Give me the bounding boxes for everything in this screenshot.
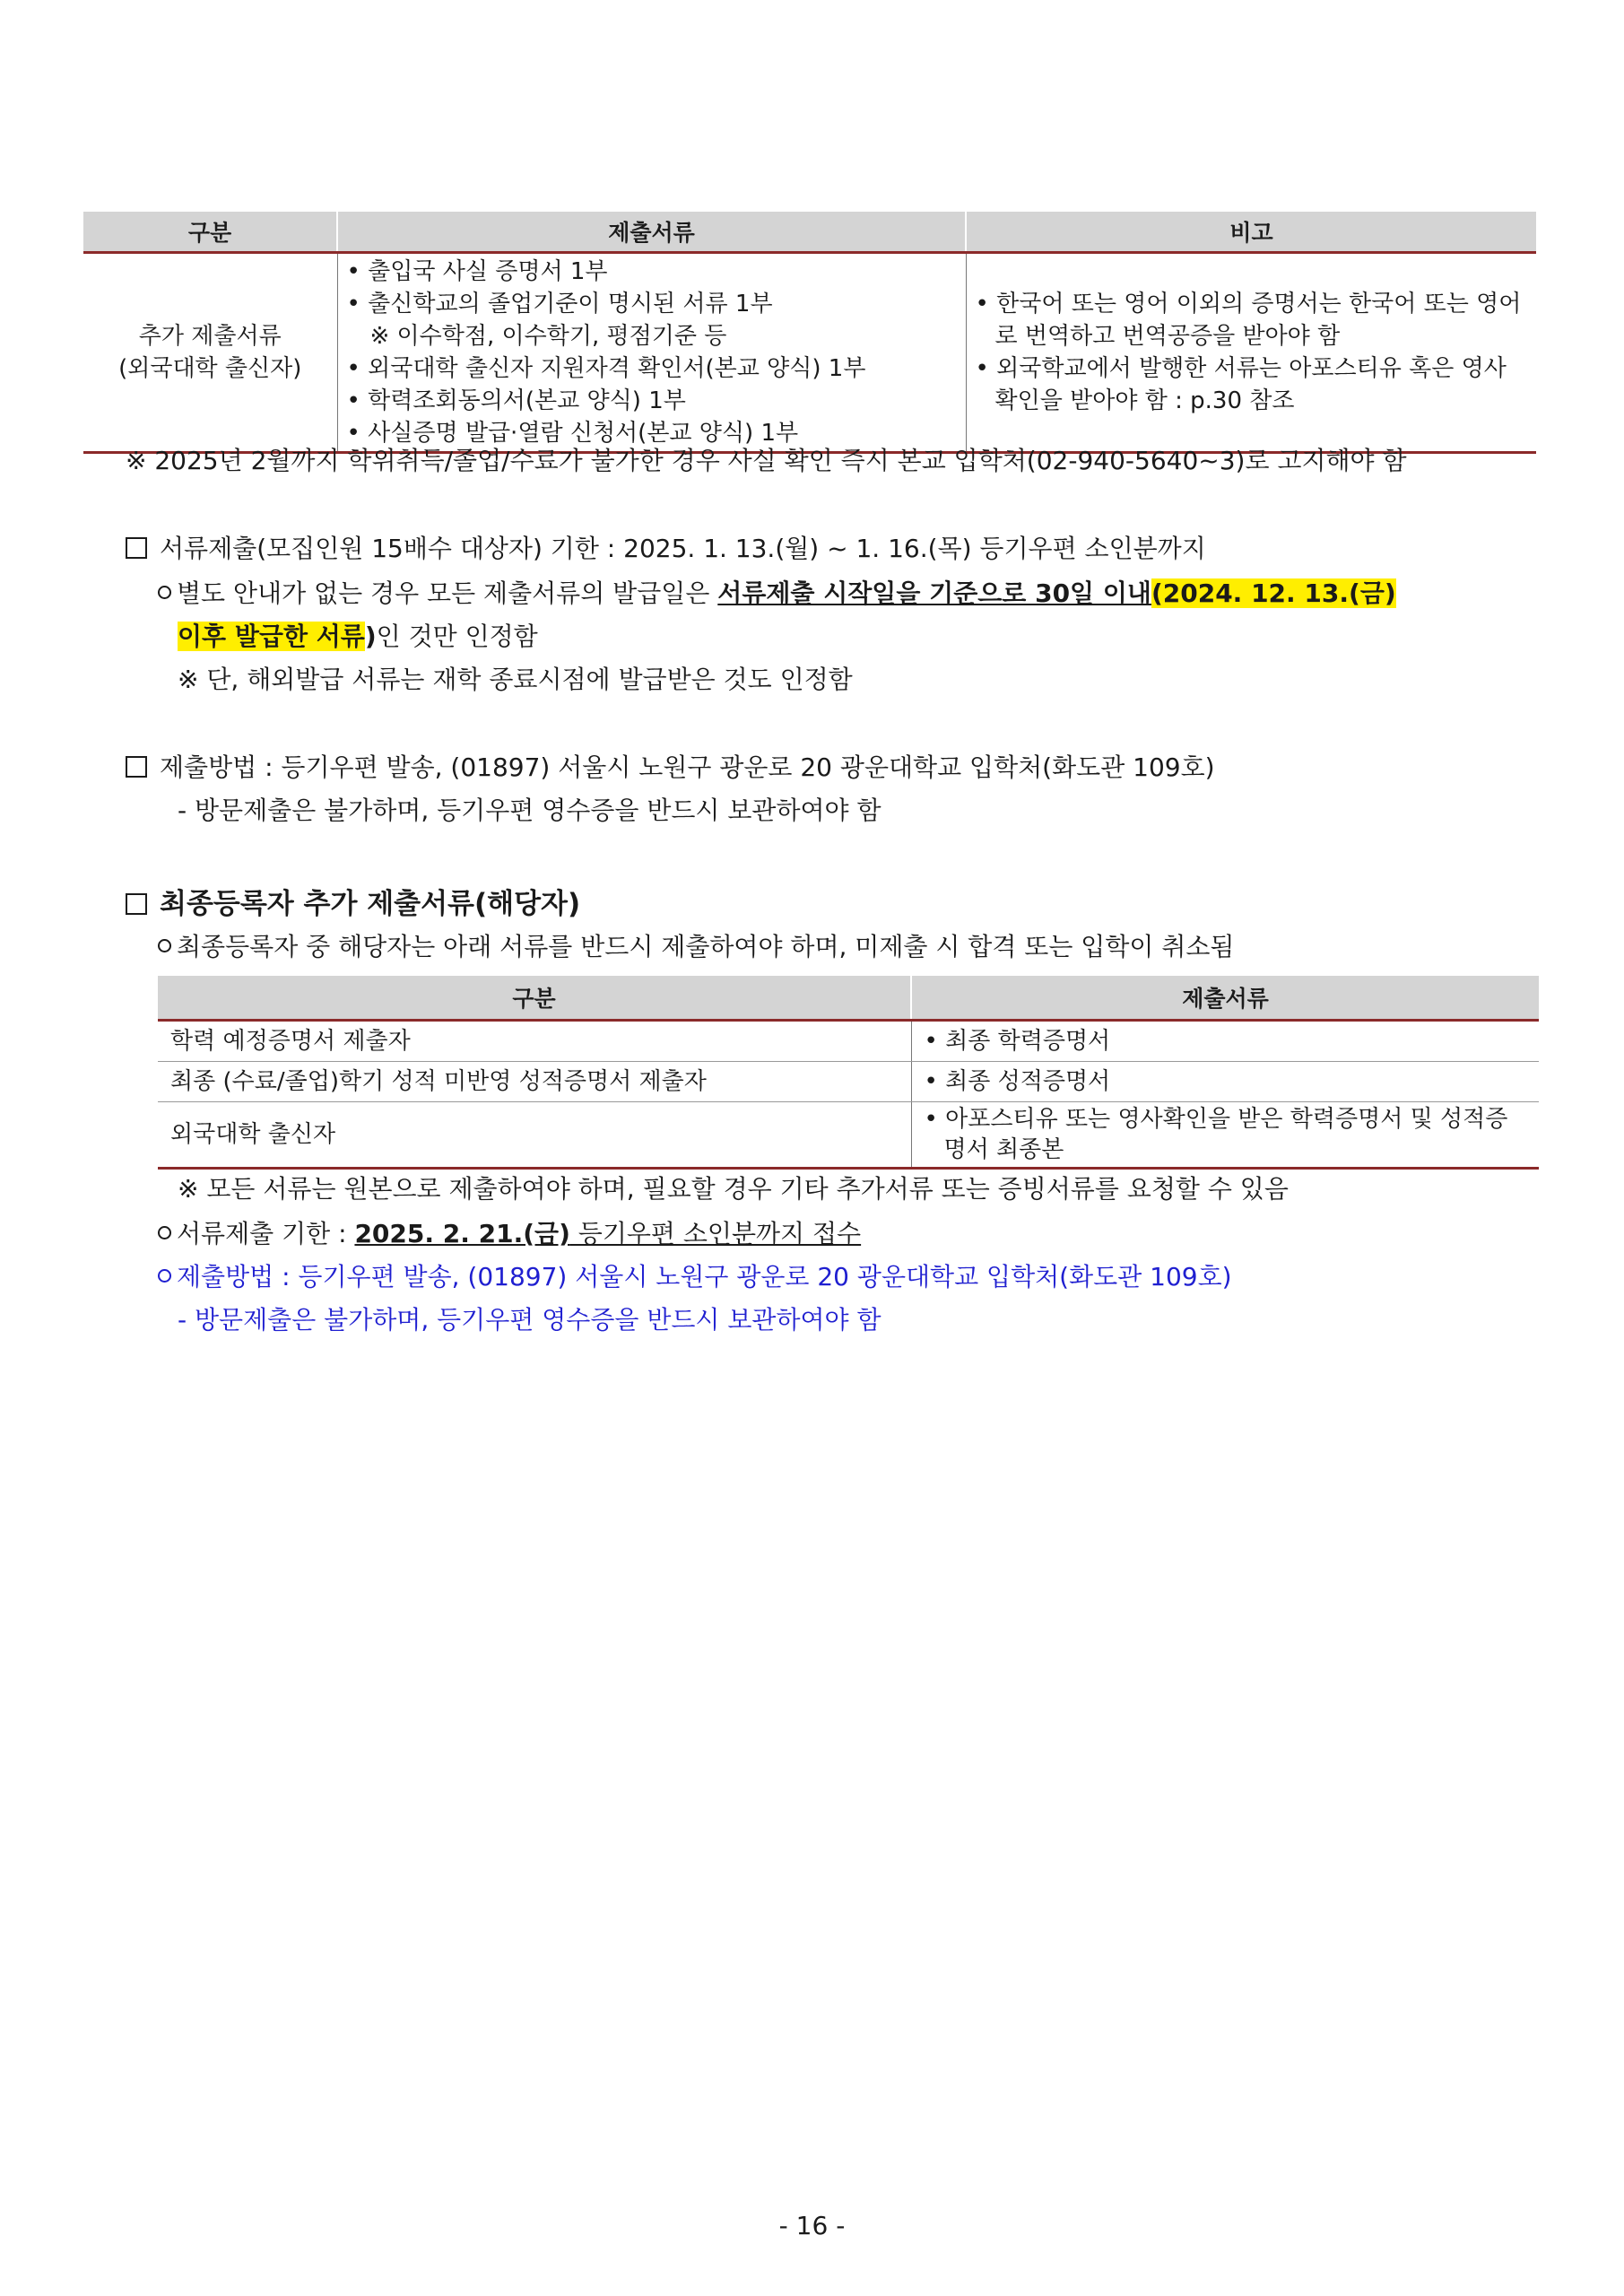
document-cell	[911, 1102, 1539, 1169]
issue-date-rule-cont	[178, 617, 538, 653]
header-category: 구분	[158, 976, 911, 1021]
method-text: 제출방법 : 등기우편 발송, (01897) 서울시 노원구 광운로 20 광운대학교 입학처(화도관 109호)	[177, 1262, 1232, 1292]
document-item: • 출신학교의 졸업기준이 명시된 서류 1부	[346, 291, 773, 317]
rule-paren: )	[364, 622, 377, 651]
table-row	[158, 1062, 1539, 1102]
header-remarks: 비고	[966, 212, 1536, 253]
document-subnote: ※ 이수학점, 이수학기, 평점기준 등	[369, 323, 727, 350]
deadline-suffix: 등기우편 소인분까지 접수	[569, 1219, 862, 1248]
final-documents-table	[158, 976, 1539, 1170]
header-documents: 제출서류	[337, 212, 966, 253]
document-item: • 출입국 사실 증명서 1부	[346, 258, 608, 285]
visit-not-allowed-note: - 방문제출은 불가하며, 등기우편 영수증을 반드시 보관하여야 함	[178, 796, 881, 825]
circle-bullet-icon	[158, 1226, 171, 1239]
table-row	[158, 1102, 1539, 1169]
remark-item: • 외국학교에서 발행한 서류는 아포스티유 혹은 영사확인을 받아야 함 : p.30 참조	[975, 355, 1507, 414]
rule-emphasis: 서류제출 시작일을 기준으로 30일 이내	[717, 578, 1151, 608]
final-registrant-heading	[126, 881, 580, 921]
checkbox-square-icon	[126, 893, 147, 915]
documents-cell	[337, 253, 966, 453]
table-header-row	[158, 976, 1539, 1021]
rule-text: 인 것만 인정함	[376, 622, 538, 651]
final-registrant-rule	[158, 927, 1234, 963]
circle-bullet-icon	[158, 939, 171, 952]
table-row	[158, 1021, 1539, 1062]
category-cell: 외국대학 출신자	[158, 1102, 911, 1169]
document-item: • 외국대학 출신자 지원자격 확인서(본교 양식) 1부	[346, 355, 866, 382]
header-category: 구분	[83, 212, 337, 253]
heading-text: 서류제출(모집인원 15배수 대상자) 기한 : 2025. 1. 13.(월) ~ 1. 16.(목) 등기우편 소인분까지	[160, 534, 1206, 563]
overseas-note: ※ 단, 해외발급 서류는 재학 종료시점에 발급받은 것도 인정함	[178, 665, 853, 694]
header-documents: 제출서류	[911, 976, 1539, 1021]
submission-deadline-heading	[126, 529, 1206, 565]
remarks-cell	[966, 253, 1536, 453]
remark-item: • 한국어 또는 영어 이외의 증명서는 한국어 또는 영어로 번역하고 번역공증을 받아야 함	[975, 291, 1522, 350]
table-row	[83, 253, 1536, 453]
document-cell: • 최종 성적증명서	[911, 1062, 1539, 1102]
graduation-notice: ※ 2025년 2월까지 학위취득/졸업/수료가 불가한 경우 사실 확인 즉시 본교 입학처(02-940-5640~3)로 고지해야 함	[126, 446, 1407, 475]
checkbox-square-icon	[126, 756, 147, 778]
rule-highlight: 이후 발급한 서류	[178, 622, 365, 651]
final-submission-method	[158, 1257, 1232, 1293]
heading-text: 최종등록자 추가 제출서류(해당자)	[160, 888, 581, 920]
circle-bullet-icon	[158, 1269, 171, 1283]
rule-highlight: (2024. 12. 13.(금)	[1151, 578, 1396, 608]
final-visit-note: - 방문제출은 불가하며, 등기우편 영수증을 반드시 보관하여야 함	[178, 1305, 881, 1335]
document-cell: • 최종 학력증명서	[911, 1021, 1539, 1062]
final-deadline	[158, 1214, 861, 1250]
category-line: (외국대학 출신자)	[118, 355, 302, 382]
rule-text: 별도 안내가 없는 경우 모든 제출서류의 발급일은	[177, 578, 718, 608]
additional-documents-table	[83, 212, 1536, 454]
category-cell: 학력 예정증명서 제출자	[158, 1021, 911, 1062]
category-cell: 최종 (수료/졸업)학기 성적 미반영 성적증명서 제출자	[158, 1062, 911, 1102]
original-documents-note: ※ 모든 서류는 원본으로 제출하여야 하며, 필요할 경우 기타 추가서류 또는 증빙서류를 요청할 수 있음	[178, 1174, 1289, 1204]
submission-method-heading	[126, 748, 1215, 784]
category-line: 추가 제출서류	[138, 323, 282, 350]
deadline-label: 서류제출 기한 :	[177, 1219, 355, 1248]
page-number: - 16 -	[778, 2211, 846, 2240]
document-text: • 아포스티유 또는 영사확인을 받은 학력증명서 및 성적증명서 최종본	[924, 1106, 1508, 1163]
heading-text: 제출방법 : 등기우편 발송, (01897) 서울시 노원구 광운로 20 광운대학교 입학처(화도관 109호)	[160, 752, 1215, 782]
deadline-date: 2025. 2. 21.(금)	[354, 1219, 570, 1248]
checkbox-square-icon	[126, 537, 147, 559]
document-item: • 사실증명 발급·열람 신청서(본교 양식) 1부	[346, 420, 799, 447]
rule-text: 최종등록자 중 해당자는 아래 서류를 반드시 제출하여야 하며, 미제출 시 합격 또는 입학이 취소됨	[177, 932, 1235, 961]
circle-bullet-icon	[158, 586, 171, 599]
issue-date-rule	[158, 574, 1396, 610]
document-item: • 학력조회동의서(본교 양식) 1부	[346, 387, 686, 414]
table-header-row	[83, 212, 1536, 253]
category-cell	[83, 253, 337, 453]
